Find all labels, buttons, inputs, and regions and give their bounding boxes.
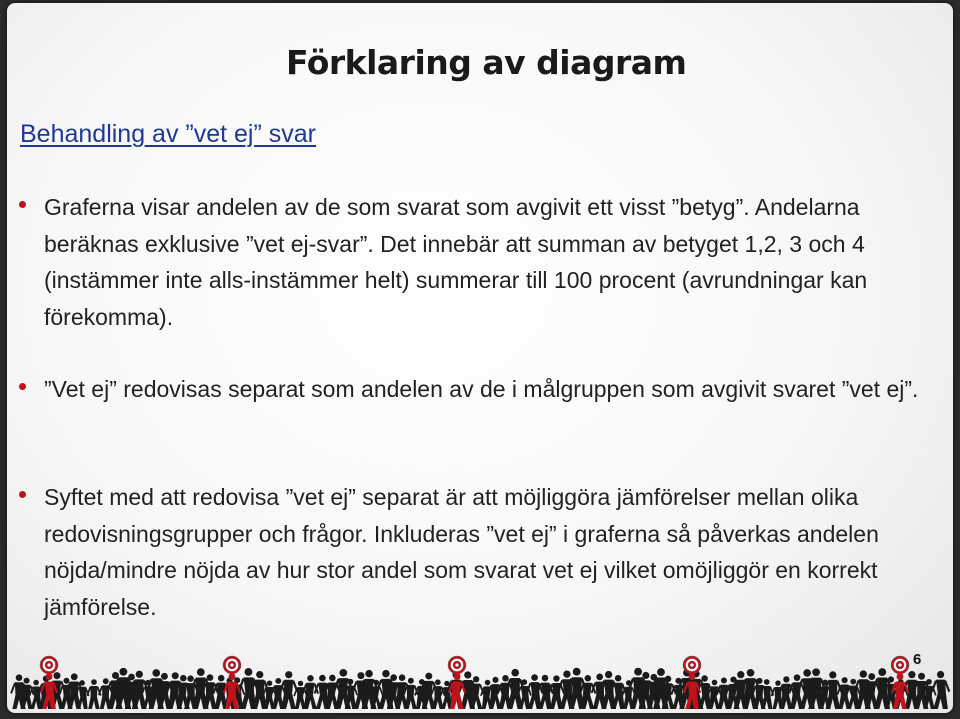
target-icon	[223, 656, 241, 674]
slide-subtitle: Behandling av ”vet ej” svar	[20, 120, 316, 148]
footer-people-banner	[7, 643, 953, 713]
walking-people-illustration	[7, 643, 953, 713]
slide-title: Förklaring av diagram	[286, 43, 687, 82]
target-icon	[683, 656, 701, 674]
target-icon	[40, 656, 58, 674]
bullet-text: ”Vet ej” redovisas separat som andelen av de i målgruppen som avgivit svaret ”vet ej”.	[44, 376, 919, 402]
bullet-dot-icon	[19, 201, 26, 208]
bullet-dot-icon	[19, 383, 26, 390]
target-icon	[448, 656, 466, 674]
bullet-dot-icon	[19, 491, 26, 498]
bullet-text: Graferna visar andelen av de som svarat som avgivit ett visst ”betyg”. Andelarna beräknas exklusive ”vet ej-svar”. Det innebär att summan av betyget 1,2, 3 och 4 (instämmer inte alls-instämmer helt) summerar till 100 procent (avrundningar kan förekomma).	[44, 194, 868, 330]
bullet-text: Syftet med att redovisa ”vet ej” separat är att möjliggöra jämförelser mellan olika redovisningsgrupper och frågor. Inkluderas ”vet ej” i graferna så påverkas andelen nöjda/mindre nöjda av hur stor andel som svarat vet ej vilket omöjliggör en korrekt jämförelse.	[44, 484, 879, 620]
slide	[7, 3, 953, 713]
page-number: 6	[913, 651, 922, 668]
target-icon	[891, 656, 909, 674]
